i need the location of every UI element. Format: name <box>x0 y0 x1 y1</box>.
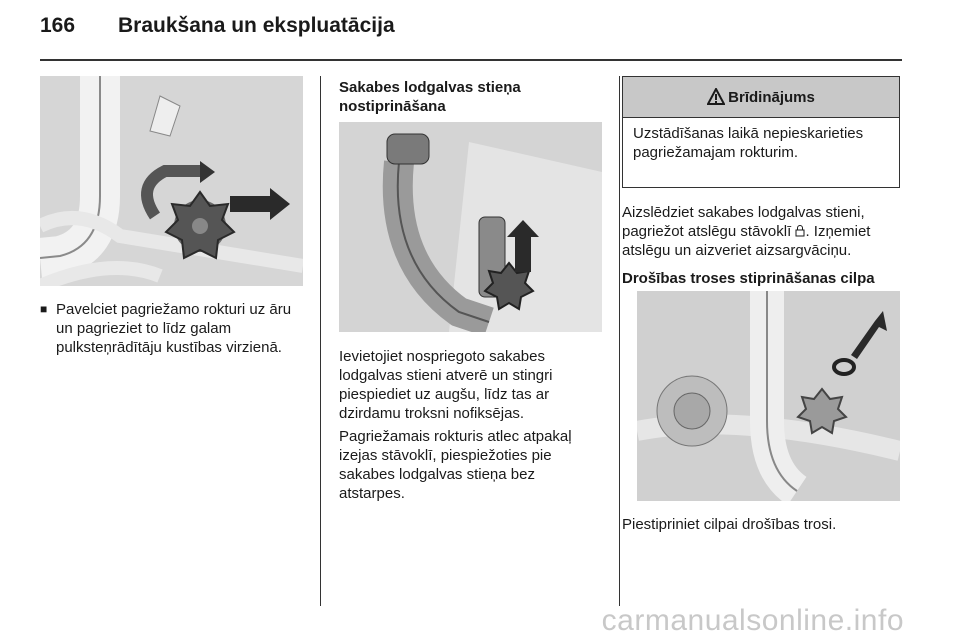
safety-eye-instruction: Piestipriniet cilpai drošības trosi. <box>622 516 837 533</box>
lock-instructions <box>622 203 904 260</box>
column-divider-right <box>619 76 620 606</box>
header-rule <box>40 59 902 61</box>
warning-box <box>622 76 900 188</box>
mounting-instructions <box>339 347 604 503</box>
page-number: 166 <box>40 14 76 37</box>
paragraph-knob-returns: Pagriežamais rokturis atlec atpakaļ izejas stāvoklī, piespiežoties pie sakabes lodgalvas stieņa bez atstarpes. <box>339 428 572 502</box>
lock-text-part1: Aizslēdziet sakabes lodgalvas stieni, pagriežot atslēgu stāvoklī <box>622 204 865 240</box>
warning-text: Uzstādīšanas laikā nepieskarieties pagriežamajam rokturim. <box>633 125 864 161</box>
warning-title: Brīdinājums <box>728 88 815 106</box>
paragraph-insert: Ievietojiet nospriegoto sakabes lodgalvas stieni atverē un stingri piespiediet uz augšu, līdz tas ar dzirdamu troksni nofiksējas. <box>339 348 553 422</box>
bullet-text: Pavelciet pagriežamo rokturi uz āru un pagrieziet to līdz galam pulksteņrādītāju kustības virzienā. <box>56 301 292 356</box>
column-divider-left <box>320 76 321 606</box>
lock-text-part2: . Izņemiet atslēgu un aizveriet aizsargvāciņu. <box>622 223 871 259</box>
figure-ball-bar-insert <box>339 122 602 332</box>
warning-triangle-icon <box>707 88 725 106</box>
warning-header <box>623 77 899 118</box>
section-heading-mounting: Sakabes lodgalvas stieņa nostiprināšana <box>339 79 521 115</box>
figure-safety-eye <box>637 291 900 501</box>
page-title: Braukšana un ekspluatācija <box>118 14 395 37</box>
figure-rotary-knob <box>40 76 303 286</box>
lock-closed-icon <box>795 224 805 237</box>
watermark: carmanualsonline.info <box>601 604 904 637</box>
bullet-mark: ■ <box>40 302 48 316</box>
instruction-bullet <box>40 300 308 357</box>
section-heading-safety-eye: Drošības troses stiprināšanas cilpa <box>622 270 875 287</box>
